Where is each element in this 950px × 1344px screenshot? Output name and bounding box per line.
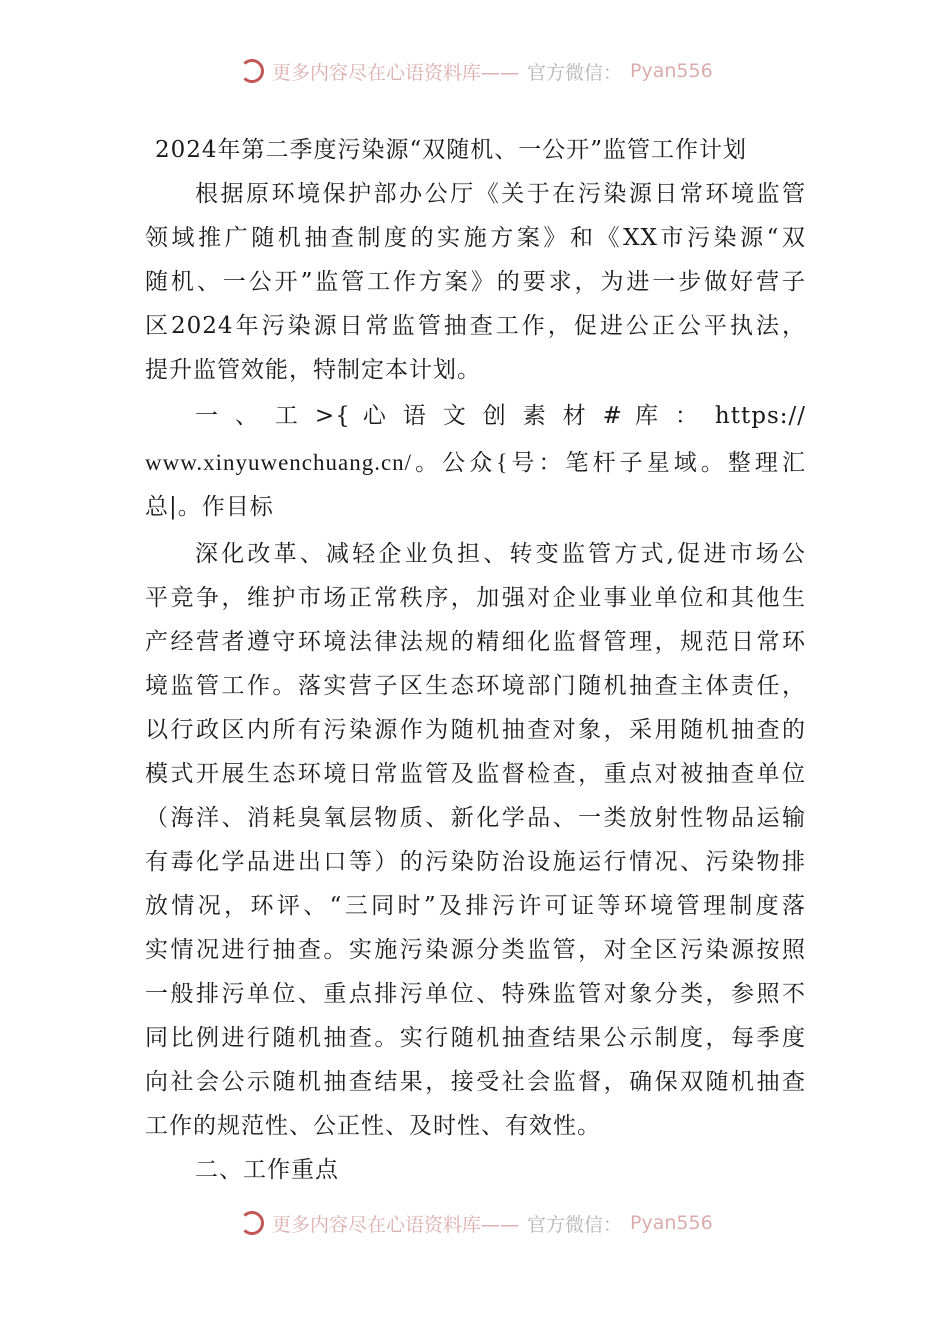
paragraph-line: 根据原环境保护部办公厅《关于在污染源日常环境监管 [195, 181, 806, 207]
paragraph-line: 平竞争，维护市场正常秩序，加强对企业事业单位和其他生 [145, 585, 806, 611]
section-heading-line: 一 、 工 >{ 心 语 文 创 素 材 # 库 ： https:// [195, 403, 806, 429]
paragraph-line: 领域推广随机抽查制度的实施方案》和《XX市污染源“双 [145, 225, 806, 251]
paragraph-line: 同比例进行随机抽查。实行随机抽查结果公示制度，每季度 [145, 1025, 806, 1051]
watermark-text: 更多内容尽在心语资料库—— [272, 61, 520, 84]
paragraph-line: 有毒化学品进出口等）的污染防治设施运行情况、污染物排 [145, 849, 806, 875]
paragraph-line: 放情况，环评、“三同时”及排污许可证等环境管理制度落 [145, 893, 806, 919]
document-title: 2024年第二季度污染源“双随机、一公开”监管工作计划 [155, 137, 748, 163]
watermark-id: Pyan556 [630, 1212, 713, 1234]
section-heading: 二、工作重点 [195, 1157, 339, 1183]
paragraph-line: 区2024年污染源日常监管抽查工作，促进公正公平执法， [145, 313, 806, 339]
section-heading-line: www.xinyuwenchuang.cn/。公众{号：笔杆子星域。整理汇 [145, 450, 806, 475]
watermark-id: Pyan556 [630, 60, 713, 82]
paragraph-line: 随机、一公开”监管工作方案》的要求，为进一步做好营子 [145, 269, 806, 295]
document-body [145, 128, 806, 1192]
paragraph-line: 深化改革、减轻企业负担、转变监管方式,促进市场公 [195, 541, 806, 567]
paragraph-line: （海洋、消耗臭氧层物质、新化学品、一类放射性物品运输 [145, 805, 806, 831]
section-heading-line: 总|。作目标 [145, 494, 274, 520]
paragraph-line: 提升监管效能，特制定本计划。 [145, 357, 481, 383]
paragraph-line: 以行政区内所有污染源作为随机抽查对象，采用随机抽查的 [145, 717, 806, 743]
watermark-logo-icon [240, 1211, 264, 1235]
paragraph-line: 模式开展生态环境日常监管及监督检查，重点对被抽查单位 [145, 761, 806, 787]
paragraph-line: 一般排污单位、重点排污单位、特殊监管对象分类，参照不 [145, 981, 806, 1007]
paragraph-line: 向社会公示随机抽查结果，接受社会监督，确保双随机抽查 [145, 1069, 806, 1095]
watermark-official: 官方微信： [527, 61, 623, 84]
paragraph-line: 产经营者遵守环境法律法规的精细化监督管理，规范日常环 [145, 629, 806, 655]
watermark-official: 官方微信： [527, 1213, 623, 1236]
paragraph-line: 境监管工作。落实营子区生态环境部门随机抽查主体责任， [145, 673, 806, 699]
footer-watermark [240, 1208, 720, 1238]
header-watermark [240, 56, 720, 86]
watermark-logo-icon [240, 59, 264, 83]
paragraph-line: 实情况进行抽查。实施污染源分类监管，对全区污染源按照 [145, 937, 806, 963]
watermark-text: 更多内容尽在心语资料库—— [272, 1213, 520, 1236]
paragraph-line: 工作的规范性、公正性、及时性、有效性。 [145, 1113, 601, 1139]
